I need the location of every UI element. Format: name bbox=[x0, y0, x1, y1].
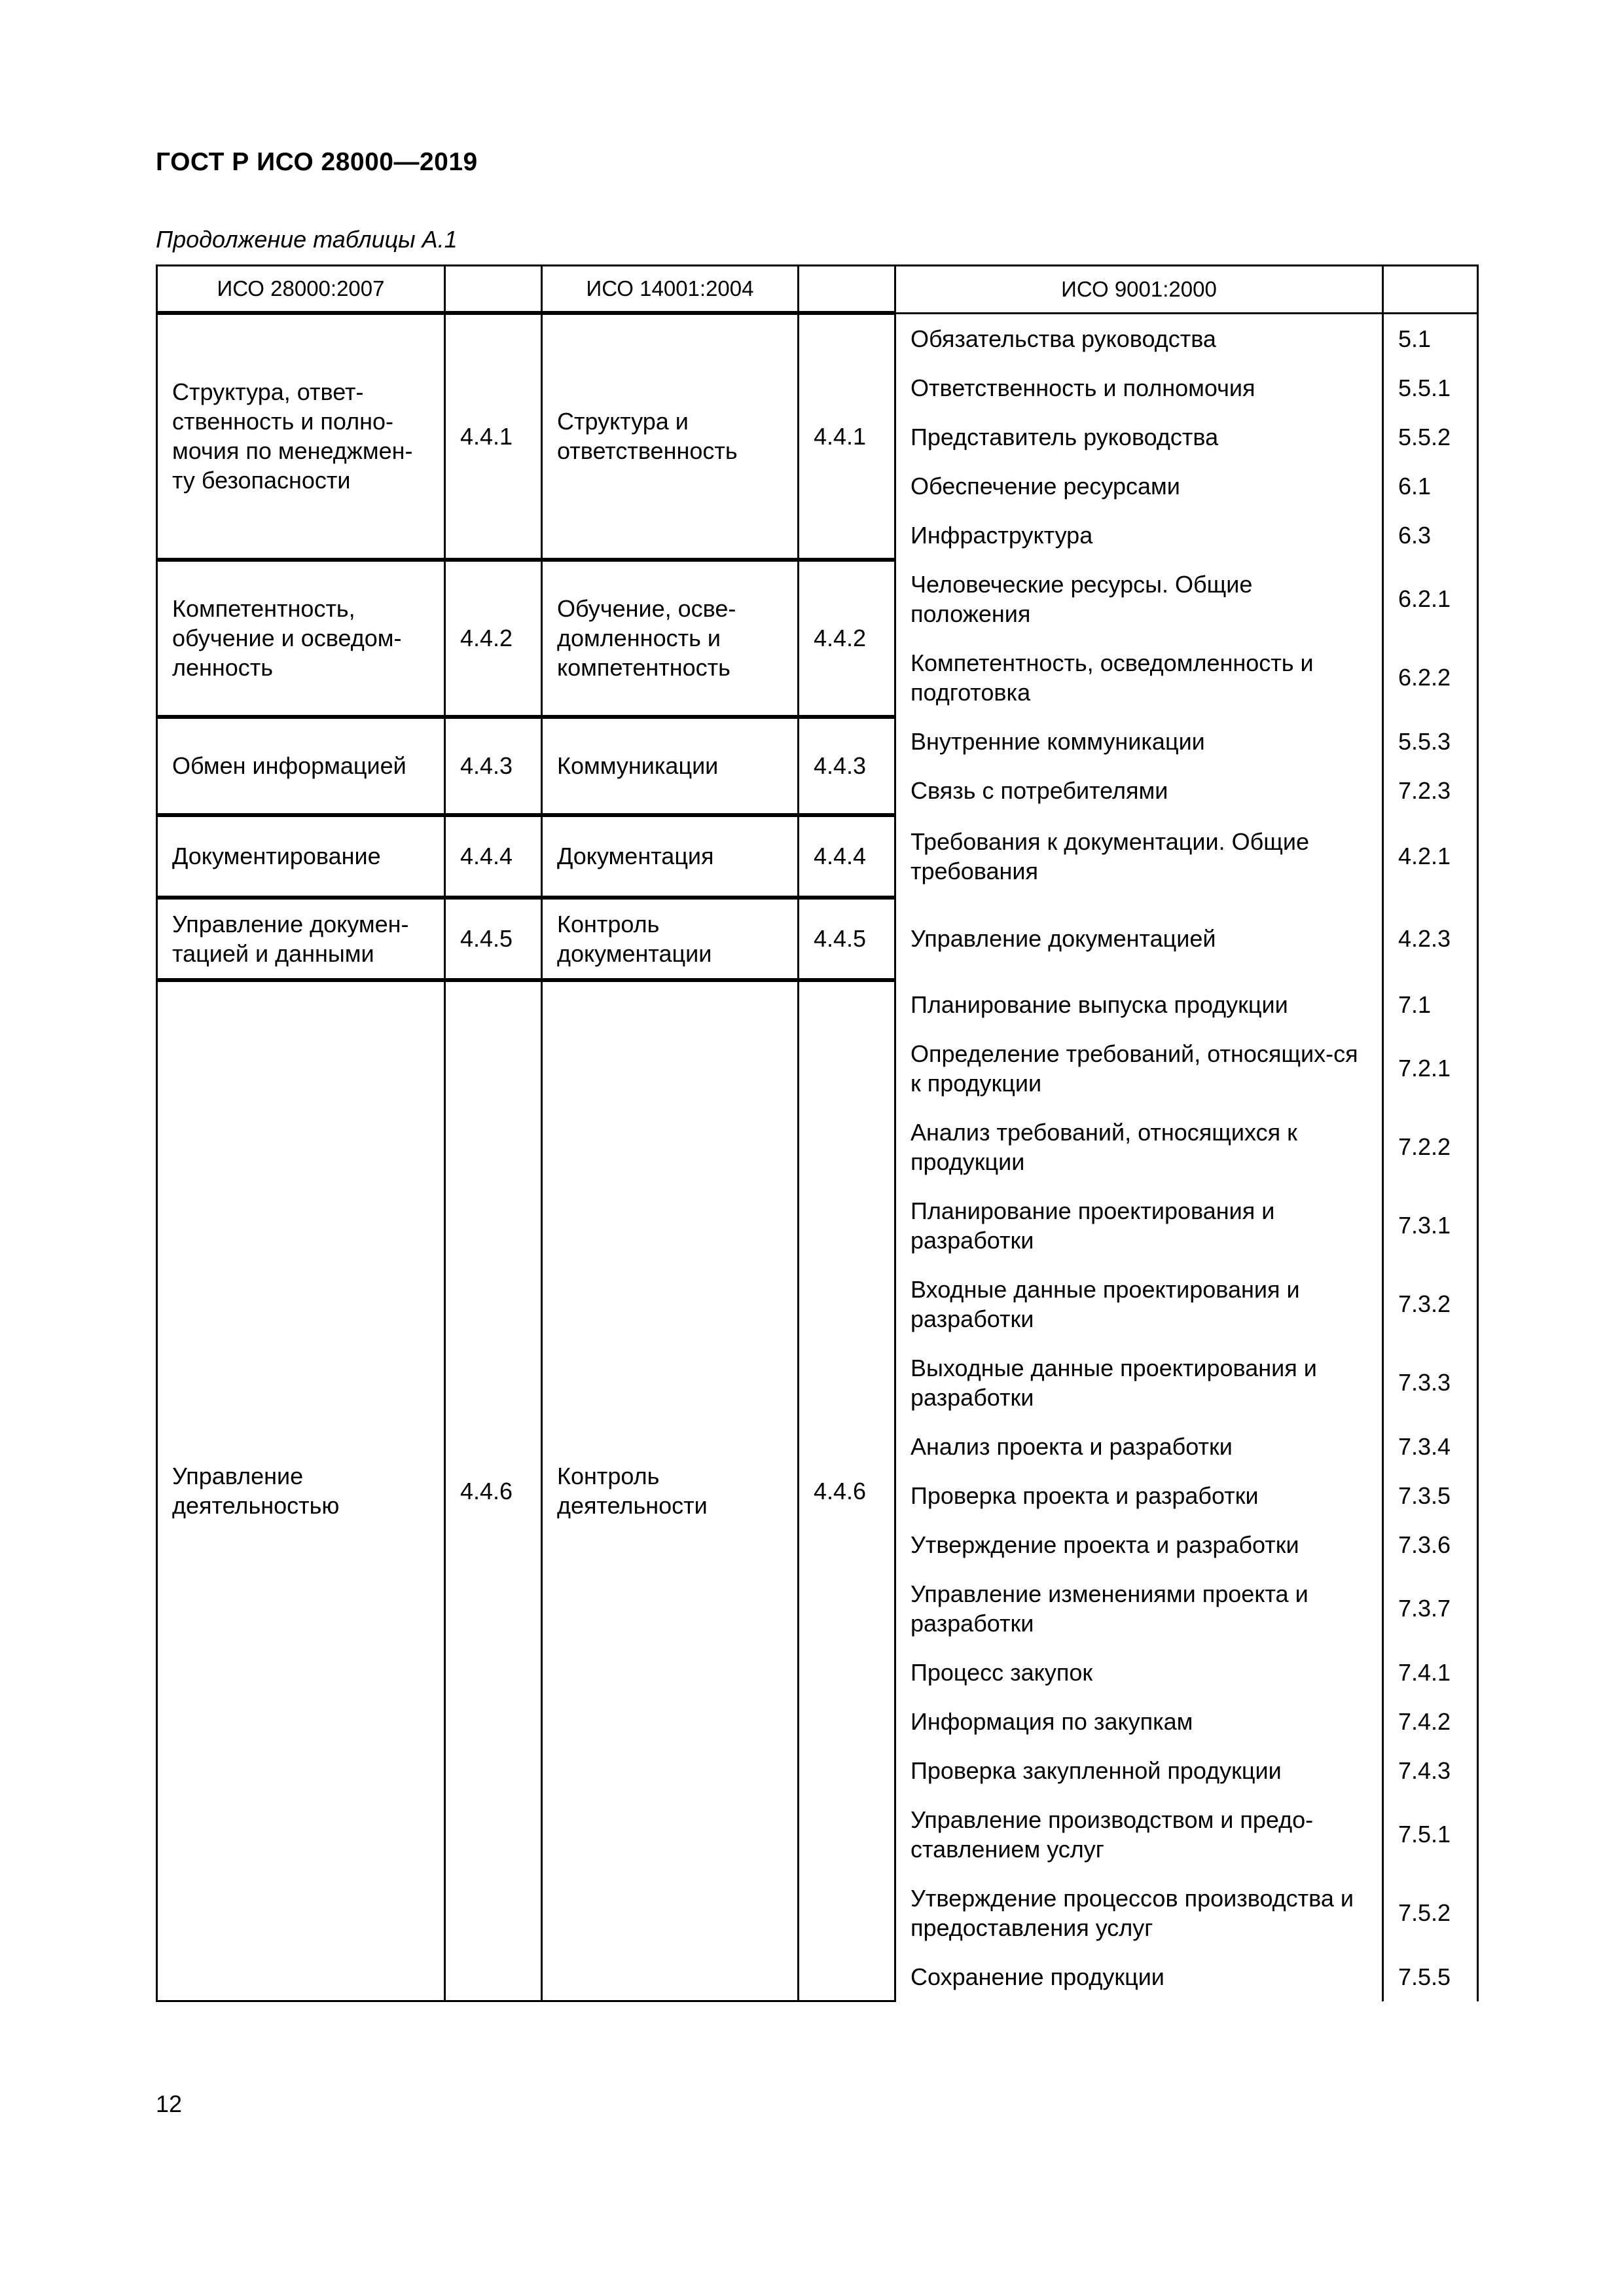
iso28000-number: 4.4.5 bbox=[445, 898, 542, 980]
iso9001-clause: Требования к документации. Общие требования bbox=[895, 815, 1383, 898]
iso9001-clause: Проверка проекта и разработки bbox=[895, 1471, 1383, 1520]
iso9001-number: 7.3.6 bbox=[1383, 1520, 1478, 1569]
iso9001-clause: Определение требований, относящих-ся к продукции bbox=[895, 1029, 1383, 1108]
iso9001-clause: Утверждение проекта и разработки bbox=[895, 1520, 1383, 1569]
iso9001-number: 4.2.3 bbox=[1383, 898, 1478, 980]
table-row bbox=[157, 898, 1478, 980]
iso9001-clause: Управление изменениями проекта и разработки bbox=[895, 1569, 1383, 1648]
iso9001-clause: Анализ проекта и разработки bbox=[895, 1422, 1383, 1471]
iso14001-clause: Контроль документации bbox=[542, 898, 799, 980]
header-iso9001-num bbox=[1383, 266, 1478, 314]
iso9001-clause: Утверждение процессов производства и предоставления услуг bbox=[895, 1874, 1383, 1952]
iso9001-number: 7.4.3 bbox=[1383, 1746, 1478, 1795]
iso9001-clause: Управление производством и предо-ставлением услуг bbox=[895, 1795, 1383, 1874]
page-number: 12 bbox=[156, 2090, 183, 2117]
iso9001-number: 6.1 bbox=[1383, 462, 1478, 511]
iso9001-clause: Проверка закупленной продукции bbox=[895, 1746, 1383, 1795]
iso14001-clause: Коммуникации bbox=[542, 717, 799, 815]
iso9001-number: 7.3.1 bbox=[1383, 1186, 1478, 1265]
iso9001-number: 7.3.7 bbox=[1383, 1569, 1478, 1648]
header-iso14001-num bbox=[799, 266, 895, 314]
table-header-row bbox=[157, 266, 1478, 314]
iso9001-number: 7.3.2 bbox=[1383, 1265, 1478, 1343]
iso28000-clause: Обмен информацией bbox=[157, 717, 445, 815]
iso14001-clause: Структура и ответственность bbox=[542, 313, 799, 560]
comparison-table bbox=[156, 264, 1479, 2002]
header-iso28000: ИСО 28000:2007 bbox=[157, 266, 445, 314]
iso9001-clause: Ответственность и полномочия bbox=[895, 363, 1383, 412]
table-group-4-4-6 bbox=[157, 980, 1478, 2001]
iso14001-number: 4.4.3 bbox=[799, 717, 895, 815]
iso14001-clause: Обучение, осве-домленность и компетентность bbox=[542, 560, 799, 717]
table-group-4-4-5 bbox=[157, 898, 1478, 980]
iso9001-number: 6.2.1 bbox=[1383, 560, 1478, 638]
iso9001-clause: Обеспечение ресурсами bbox=[895, 462, 1383, 511]
iso28000-clause: Управление докумен-тацией и данными bbox=[157, 898, 445, 980]
iso9001-number: 5.5.3 bbox=[1383, 717, 1478, 766]
iso28000-clause: Компетентность, обучение и осведом-ленность bbox=[157, 560, 445, 717]
table-group-4-4-3 bbox=[157, 717, 1478, 815]
iso9001-number: 7.3.4 bbox=[1383, 1422, 1478, 1471]
table-row bbox=[157, 717, 1478, 766]
iso14001-number: 4.4.1 bbox=[799, 313, 895, 560]
iso28000-number: 4.4.3 bbox=[445, 717, 542, 815]
table-group-4-4-1 bbox=[157, 313, 1478, 560]
iso9001-number: 5.5.1 bbox=[1383, 363, 1478, 412]
iso9001-number: 7.2.2 bbox=[1383, 1108, 1478, 1186]
iso9001-number: 7.2.1 bbox=[1383, 1029, 1478, 1108]
iso9001-number: 7.3.3 bbox=[1383, 1343, 1478, 1422]
table-group-4-4-2 bbox=[157, 560, 1478, 717]
table-row bbox=[157, 815, 1478, 898]
iso9001-number: 7.4.1 bbox=[1383, 1648, 1478, 1697]
iso9001-clause: Компетентность, осведомленность и подготовка bbox=[895, 638, 1383, 717]
iso9001-number: 7.3.5 bbox=[1383, 1471, 1478, 1520]
iso9001-clause: Входные данные проектирования и разработки bbox=[895, 1265, 1383, 1343]
header-iso14001: ИСО 14001:2004 bbox=[542, 266, 799, 314]
iso9001-number: 6.3 bbox=[1383, 511, 1478, 560]
iso9001-clause: Выходные данные проектирования и разработки bbox=[895, 1343, 1383, 1422]
table-row bbox=[157, 560, 1478, 638]
table-row bbox=[157, 313, 1478, 363]
table-group-4-4-4 bbox=[157, 815, 1478, 898]
iso28000-number: 4.4.4 bbox=[445, 815, 542, 898]
header-iso28000-num bbox=[445, 266, 542, 314]
table-caption: Продолжение таблицы А.1 bbox=[156, 226, 458, 253]
iso9001-clause: Анализ требований, относящихся к продукции bbox=[895, 1108, 1383, 1186]
table-row bbox=[157, 980, 1478, 1029]
iso9001-number: 6.2.2 bbox=[1383, 638, 1478, 717]
iso9001-number: 4.2.1 bbox=[1383, 815, 1478, 898]
iso14001-number: 4.4.2 bbox=[799, 560, 895, 717]
iso28000-clause: Управление деятельностью bbox=[157, 980, 445, 2001]
iso14001-number: 4.4.4 bbox=[799, 815, 895, 898]
iso9001-number: 7.5.1 bbox=[1383, 1795, 1478, 1874]
iso9001-clause: Процесс закупок bbox=[895, 1648, 1383, 1697]
iso9001-clause: Связь с потребителями bbox=[895, 766, 1383, 815]
iso9001-clause: Человеческие ресурсы. Общие положения bbox=[895, 560, 1383, 638]
header-iso9001: ИСО 9001:2000 bbox=[895, 266, 1383, 314]
iso9001-clause: Планирование выпуска продукции bbox=[895, 980, 1383, 1029]
iso14001-number: 4.4.5 bbox=[799, 898, 895, 980]
iso9001-clause: Обязательства руководства bbox=[895, 313, 1383, 363]
iso9001-clause: Планирование проектирования и разработки bbox=[895, 1186, 1383, 1265]
iso9001-clause: Информация по закупкам bbox=[895, 1697, 1383, 1746]
iso28000-clause: Структура, ответ-ственность и полно-мочия по менеджмен-ту безопасности bbox=[157, 313, 445, 560]
iso28000-clause: Документирование bbox=[157, 815, 445, 898]
iso28000-number: 4.4.1 bbox=[445, 313, 542, 560]
document-title: ГОСТ Р ИСО 28000—2019 bbox=[156, 148, 478, 176]
iso9001-clause: Инфраструктура bbox=[895, 511, 1383, 560]
iso14001-clause: Документация bbox=[542, 815, 799, 898]
iso9001-number: 5.5.2 bbox=[1383, 412, 1478, 462]
iso28000-number: 4.4.6 bbox=[445, 980, 542, 2001]
iso28000-number: 4.4.2 bbox=[445, 560, 542, 717]
iso9001-number: 7.5.5 bbox=[1383, 1952, 1478, 2001]
iso9001-clause: Внутренние коммуникации bbox=[895, 717, 1383, 766]
iso9001-number: 7.4.2 bbox=[1383, 1697, 1478, 1746]
iso9001-number: 7.5.2 bbox=[1383, 1874, 1478, 1952]
iso14001-clause: Контроль деятельности bbox=[542, 980, 799, 2001]
iso9001-clause: Представитель руководства bbox=[895, 412, 1383, 462]
iso9001-clause: Сохранение продукции bbox=[895, 1952, 1383, 2001]
iso9001-clause: Управление документацией bbox=[895, 898, 1383, 980]
iso9001-number: 7.1 bbox=[1383, 980, 1478, 1029]
iso14001-number: 4.4.6 bbox=[799, 980, 895, 2001]
iso9001-number: 7.2.3 bbox=[1383, 766, 1478, 815]
iso9001-number: 5.1 bbox=[1383, 313, 1478, 363]
